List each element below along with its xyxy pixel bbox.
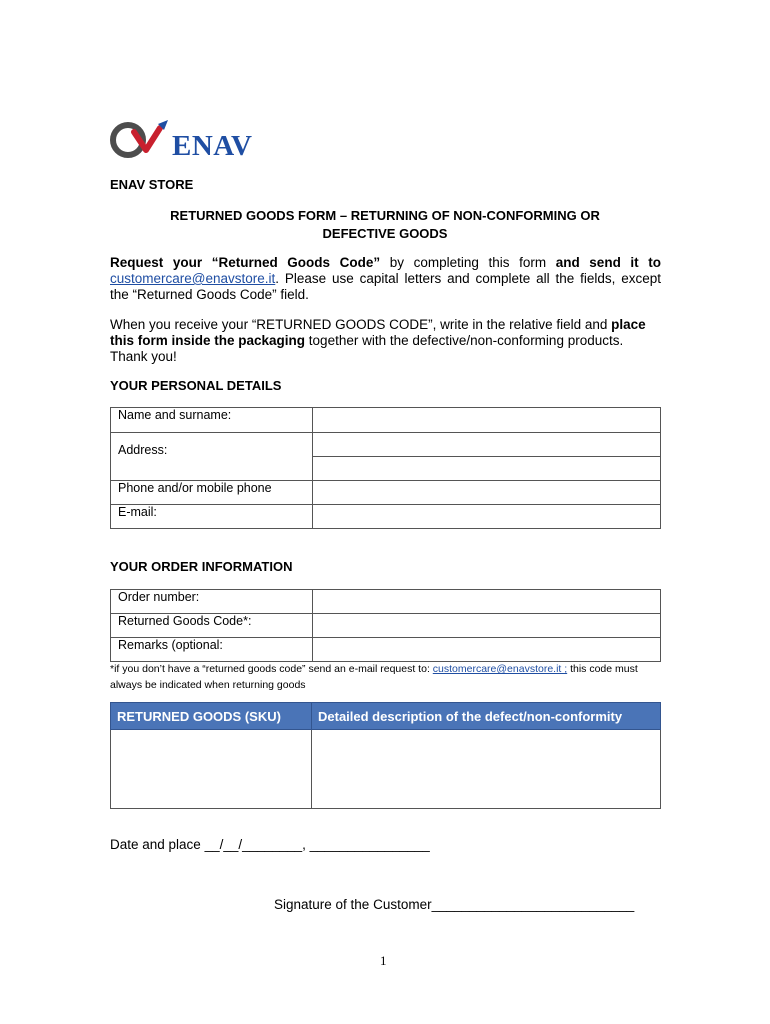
- email-label: E-mail:: [111, 505, 313, 529]
- form-title-line-1: RETURNED GOODS FORM – RETURNING OF NON-CONFORMING OR: [170, 208, 600, 223]
- defect-description-column-header: Detailed description of the defect/non-conformity: [312, 703, 661, 730]
- order-info-heading: YOUR ORDER INFORMATION: [110, 559, 293, 574]
- order-number-label: Order number:: [111, 590, 313, 614]
- footnote-email-link[interactable]: customercare@enavstore.it ;: [432, 663, 568, 675]
- order-info-table: [110, 589, 661, 662]
- personal-details-heading: YOUR PERSONAL DETAILS: [110, 378, 282, 393]
- footnote-text-1: *if you don’t have a “returned goods code” send an e-mail request to:: [110, 663, 433, 675]
- order-number-field[interactable]: [313, 590, 661, 614]
- date-and-place-line[interactable]: Date and place __/__/________, ________________: [110, 837, 430, 852]
- address-field-line-1[interactable]: [313, 433, 661, 457]
- address-field-line-2[interactable]: [313, 457, 661, 481]
- sku-column-header: RETURNED GOODS (SKU): [111, 703, 312, 730]
- enav-logo: [108, 118, 268, 162]
- phone-label: Phone and/or mobile phone: [111, 481, 313, 505]
- personal-details-table: [110, 407, 661, 529]
- intro-text-2: . Please use capital letters and complete all the fields, except the “Returned Goods Code” field.: [110, 271, 661, 302]
- name-label: Name and surname:: [111, 408, 313, 433]
- intro-paragraph: [110, 255, 661, 303]
- footnote: [110, 661, 670, 693]
- instructions-paragraph: [110, 317, 661, 365]
- intro-bold-2: and send it to: [555, 255, 661, 270]
- name-field[interactable]: [313, 408, 661, 433]
- instructions-bold-1: place this form inside the packaging: [110, 317, 646, 348]
- form-title: [110, 207, 660, 243]
- logo-wordmark: ENAV: [172, 130, 253, 162]
- page-number: 1: [380, 953, 387, 968]
- defect-description-cell[interactable]: [312, 730, 661, 809]
- remarks-field[interactable]: [313, 638, 661, 662]
- remarks-label: Remarks (optional:: [111, 638, 313, 662]
- returned-goods-table: [110, 702, 661, 809]
- form-title-line-2: DEFECTIVE GOODS: [322, 226, 448, 241]
- returned-goods-code-field[interactable]: [313, 614, 661, 638]
- enav-logo-mark-icon: [108, 118, 178, 162]
- customer-signature-line[interactable]: Signature of the Customer___________________________: [274, 897, 635, 912]
- returned-goods-code-label: Returned Goods Code*:: [111, 614, 313, 638]
- footnote-text-2: this code must always be indicated when returning goods: [110, 663, 638, 691]
- intro-text-1: by completing this form: [380, 255, 556, 270]
- customercare-email-link[interactable]: customercare@enavstore.it: [110, 271, 276, 286]
- sku-cell[interactable]: [111, 730, 312, 809]
- email-field[interactable]: [313, 505, 661, 529]
- store-heading: ENAV STORE: [110, 177, 194, 192]
- address-label: Address:: [111, 433, 313, 481]
- instructions-text-2: together with the defective/non-conforming products. Thank you!: [110, 333, 624, 364]
- phone-field[interactable]: [313, 481, 661, 505]
- instructions-text-1: When you receive your “RETURNED GOODS CODE”, write in the relative field and: [110, 317, 612, 332]
- intro-bold-1: Request your “Returned Goods Code”: [110, 255, 381, 270]
